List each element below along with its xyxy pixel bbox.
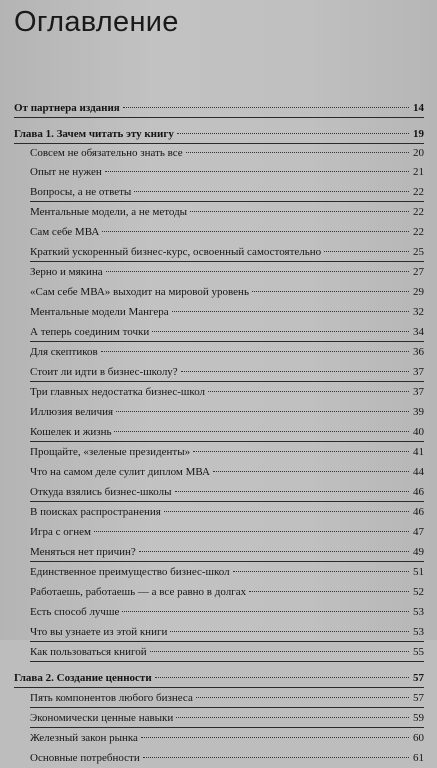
toc-entry <box>30 162 424 182</box>
toc-entry-page: 27 <box>413 266 424 278</box>
section-divider <box>30 341 424 342</box>
toc-entry-title: В поисках распространения <box>30 506 161 518</box>
dot-leader <box>252 290 409 292</box>
toc-entry-page: 61 <box>413 752 424 764</box>
dot-leader <box>105 170 409 172</box>
toc-entry-page: 59 <box>413 712 424 724</box>
toc-entry-page: 36 <box>413 346 424 358</box>
dot-leader <box>155 676 409 678</box>
section-divider <box>30 707 424 708</box>
toc-entry-title: А теперь соединим точки <box>30 326 150 338</box>
toc-entry-title: Железный закон рынка <box>30 732 138 744</box>
dot-leader <box>116 410 409 412</box>
toc-entry-page: 37 <box>413 386 424 398</box>
toc-entry-page: 25 <box>413 246 424 258</box>
dot-leader <box>249 590 409 592</box>
toc-entry <box>30 582 424 602</box>
toc-entry-page: 14 <box>413 102 424 114</box>
toc-entry-page: 34 <box>413 326 424 338</box>
toc-entry <box>30 562 424 582</box>
dot-leader <box>134 190 409 192</box>
toc-entry-page: 51 <box>413 566 424 578</box>
toc-entry <box>30 382 424 402</box>
dot-leader <box>106 270 409 272</box>
toc-entry-page: 53 <box>413 626 424 638</box>
toc-entry-title: Основные потребности <box>30 752 140 764</box>
toc-entry <box>30 402 424 422</box>
dot-leader <box>175 490 409 492</box>
toc-entry-title: Экономически ценные навыки <box>30 712 174 724</box>
dot-leader <box>150 650 409 652</box>
dot-leader <box>141 736 409 738</box>
toc-entry-page: 32 <box>413 306 424 318</box>
toc-entry-page: 46 <box>413 506 424 518</box>
toc-chapter <box>14 98 424 118</box>
toc-entry-title: Стоит ли идти в бизнес-школу? <box>30 366 178 378</box>
dot-leader <box>213 470 409 472</box>
section-divider <box>30 561 424 562</box>
toc-entry-page: 41 <box>413 446 424 458</box>
dot-leader <box>101 350 409 352</box>
toc-entry-page: 22 <box>413 226 424 238</box>
toc-entry-page: 44 <box>413 466 424 478</box>
dot-leader <box>94 530 409 532</box>
toc-entry-title: Что на самом деле сулит диплом МВА <box>30 466 210 478</box>
toc-entry-page: 29 <box>413 286 424 298</box>
dot-leader <box>233 570 409 572</box>
toc-entry <box>30 462 424 482</box>
toc-entry-page: 40 <box>413 426 424 438</box>
dot-leader <box>193 450 409 452</box>
toc-entry-title: Что вы узнаете из этой книги <box>30 626 168 638</box>
section-divider <box>14 687 424 688</box>
toc-entry <box>30 502 424 522</box>
section-divider <box>30 727 424 728</box>
toc-entry-title: Есть способ лучше <box>30 606 120 618</box>
dot-leader <box>122 610 409 612</box>
toc-entry-page: 19 <box>413 128 424 140</box>
toc-entry <box>30 688 424 708</box>
toc-entry-page: 57 <box>413 672 424 684</box>
toc-entry-title: Зерно и мякина <box>30 266 103 278</box>
toc-entry <box>30 642 424 662</box>
toc-entry <box>30 542 424 562</box>
dot-leader <box>139 550 409 552</box>
toc-entry <box>30 143 424 163</box>
section-divider <box>14 143 424 144</box>
toc-entry-title: Сам себе МВА <box>30 226 100 238</box>
toc-entry-page: 39 <box>413 406 424 418</box>
toc-entry <box>30 242 424 262</box>
toc-entry-title: Вопросы, а не ответы <box>30 186 132 198</box>
section-divider <box>30 661 424 662</box>
section-divider <box>30 261 424 262</box>
toc-entry-page: 46 <box>413 486 424 498</box>
toc-entry-title: Ментальные модели, а не методы <box>30 206 188 218</box>
toc-entry-title: Игра с огнем <box>30 526 91 538</box>
toc-entry-title: Совсем не обязательно знать все <box>30 147 183 159</box>
dot-leader <box>186 151 409 153</box>
toc-entry <box>30 362 424 382</box>
toc-entry <box>30 302 424 322</box>
toc-entry <box>30 728 424 748</box>
toc-entry <box>30 202 424 222</box>
toc-entry <box>30 182 424 202</box>
dot-leader <box>143 756 409 758</box>
toc-entry <box>30 282 424 302</box>
toc-entry-page: 57 <box>413 692 424 704</box>
dot-leader <box>152 330 409 332</box>
section-divider <box>30 441 424 442</box>
dot-leader <box>190 210 409 212</box>
dot-leader <box>164 510 409 512</box>
toc-entry <box>30 322 424 342</box>
dot-leader <box>170 630 409 632</box>
toc-entry-title: От партнера издания <box>14 102 120 114</box>
toc-entry-title: Краткий ускоренный бизнес-курс, освоенный самостоятельно <box>30 246 322 258</box>
toc-chapter <box>14 124 424 144</box>
toc-entry-page: 22 <box>413 206 424 218</box>
toc-entry <box>30 622 424 642</box>
toc-entry-title: Кошелек и жизнь <box>30 426 112 438</box>
dot-leader <box>324 250 409 252</box>
toc-entry-title: Работаешь, работаешь — а все равно в долгах <box>30 586 247 598</box>
dot-leader <box>176 716 409 718</box>
section-divider <box>30 641 424 642</box>
page-title: Оглавление <box>14 6 179 38</box>
toc-entry <box>30 602 424 622</box>
toc-entry-title: Пять компонентов любого бизнеса <box>30 692 193 704</box>
dot-leader <box>177 132 409 134</box>
toc-entry-title: Меняться нет причин? <box>30 546 136 558</box>
toc-entry-title: Три главных недостатка бизнес-школ <box>30 386 206 398</box>
toc-entry-title: Прощайте, «зеленые президенты» <box>30 446 191 458</box>
section-divider <box>14 117 424 118</box>
toc-entry-page: 60 <box>413 732 424 744</box>
toc-entry-page: 47 <box>413 526 424 538</box>
toc-entry-title: Глава 2. Создание ценности <box>14 672 152 684</box>
toc-entry-title: Ментальные модели Мангера <box>30 306 169 318</box>
dot-leader <box>208 390 409 392</box>
dot-leader <box>172 310 409 312</box>
toc-entry <box>30 482 424 502</box>
toc-entry-title: Глава 1. Зачем читать эту книгу <box>14 128 174 140</box>
dot-leader <box>102 230 409 232</box>
toc-entry <box>30 522 424 542</box>
toc-entry <box>30 748 424 768</box>
toc-entry <box>30 342 424 362</box>
toc-entry <box>30 262 424 282</box>
dot-leader <box>196 696 409 698</box>
toc-entry-page: 22 <box>413 186 424 198</box>
dot-leader <box>123 106 409 108</box>
toc-entry-title: «Сам себе МВА» выходит на мировой уровень <box>30 286 249 298</box>
toc-entry-title: Иллюзия величия <box>30 406 114 418</box>
dot-leader <box>114 430 409 432</box>
toc-entry-page: 52 <box>413 586 424 598</box>
section-divider <box>30 381 424 382</box>
toc-entry-title: Опыт не нужен <box>30 166 102 178</box>
toc-entry <box>30 422 424 442</box>
toc-entry-page: 53 <box>413 606 424 618</box>
section-divider <box>30 201 424 202</box>
toc-entry-page: 49 <box>413 546 424 558</box>
toc-entry-page: 21 <box>413 166 424 178</box>
toc-entry-title: Единственное преимущество бизнес-школ <box>30 566 230 578</box>
toc-entry-page: 55 <box>413 646 424 658</box>
toc-entry-page: 20 <box>413 147 424 159</box>
toc-chapter <box>14 668 424 688</box>
dot-leader <box>181 370 409 372</box>
toc-entry <box>30 442 424 462</box>
toc-entry-title: Как пользоваться книгой <box>30 646 147 658</box>
section-divider <box>30 501 424 502</box>
toc-entry-title: Для скептиков <box>30 346 98 358</box>
toc-entry <box>30 222 424 242</box>
toc-entry-page: 37 <box>413 366 424 378</box>
toc-entry-title: Откуда взялись бизнес-школы <box>30 486 172 498</box>
toc-entry <box>30 708 424 728</box>
